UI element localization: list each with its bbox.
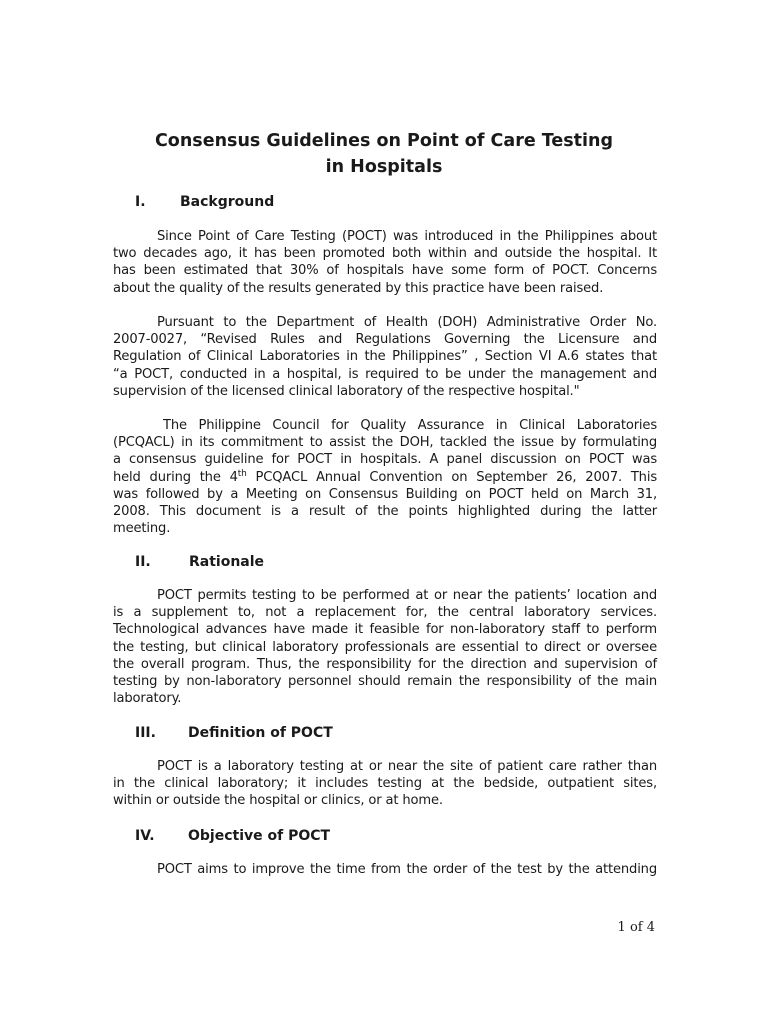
text-line: supervision of the licensed clinical laboratory of the respective hospital." (113, 383, 580, 399)
page-number: 1 of 4 (617, 920, 655, 935)
text-line: has been estimated that 30% of hospitals have some form of POCT. Concerns (113, 263, 657, 279)
text-line: Since Point of Care Testing (POCT) was introduced in the Philippines about (157, 229, 657, 244)
section-title: Background (180, 194, 275, 210)
ordinal-superscript: th (237, 468, 247, 479)
text-line: within or outside the hospital or clinics, or at home. (113, 793, 443, 809)
text-line: (PCQACL) in its commitment to assist the DOH, tackled the issue by formulating (113, 435, 657, 451)
paragraph-definition (113, 758, 657, 810)
text-line: was followed by a Meeting on Consensus Building on POCT held on March 31, (113, 486, 657, 502)
text-line: held during the 4 (113, 469, 238, 485)
text-line: PCQACL Annual Convention on September 26, 2007. This (246, 469, 657, 485)
section-number: II. (135, 554, 151, 570)
paragraph-background-1 (113, 228, 657, 297)
paragraph-background-2 (113, 314, 657, 400)
text-line: the testing, but clinical laboratory professionals are essential to direct or oversee (113, 639, 657, 655)
section-title: Definition of POCT (188, 725, 333, 741)
title-line-1: Consensus Guidelines on Point of Care Testing (154, 131, 614, 151)
section-title: Rationale (189, 554, 265, 570)
text-line: a consensus guideline for POCT in hospitals. A panel discussion on POCT was (113, 452, 657, 468)
text-line: Regulation of Clinical Laboratories in the Philippines” , Section VI A.6 states that (113, 349, 657, 365)
paragraph-objective (113, 861, 657, 878)
text-line: POCT permits testing to be performed at or near the patients’ location and (157, 588, 657, 603)
title-line-2: in Hospitals (325, 157, 443, 177)
text-line: “a POCT, conducted in a hospital, is required to be under the management and (113, 366, 657, 382)
text-line: the overall program. Thus, the responsibility for the direction and supervision of (113, 656, 657, 672)
text-line: about the quality of the results generated by this practice have been raised. (113, 280, 604, 296)
text-line: Technological advances have made it feasible for non-laboratory staff to perform (113, 622, 657, 638)
section-title: Objective of POCT (188, 828, 331, 844)
text-line: The Philippine Council for Quality Assurance in Clinical Laboratories (163, 418, 657, 433)
text-line: POCT aims to improve the time from the order of the test by the attending (157, 862, 657, 877)
text-line: testing by non-laboratory personnel should remain the responsibility of the main (113, 673, 657, 689)
text-line: in the clinical laboratory; it includes testing at the bedside, outpatient sites, (113, 776, 657, 792)
section-number: IV. (135, 828, 155, 844)
paragraph-background-3 (113, 417, 657, 537)
text-line: laboratory. (113, 691, 182, 707)
text-line: two decades ago, it has been promoted both within and outside the hospital. It (113, 246, 657, 262)
text-line: POCT is a laboratory testing at or near the site of patient care rather than (157, 759, 657, 774)
text-line: 2008. This document is a result of the points highlighted during the latter (113, 503, 657, 519)
section-number: III. (135, 725, 156, 741)
paragraph-rationale (113, 587, 657, 707)
text-line: meeting. (113, 521, 171, 537)
text-line: 2007-0027, “Revised Rules and Regulations Governing the Licensure and (113, 332, 657, 348)
text-line: is a supplement to, not a replacement for, the central laboratory services. (113, 605, 657, 621)
section-number: I. (135, 194, 146, 210)
text-line: Pursuant to the Department of Health (DOH) Administrative Order No. (157, 315, 657, 330)
document-title (0, 128, 768, 180)
